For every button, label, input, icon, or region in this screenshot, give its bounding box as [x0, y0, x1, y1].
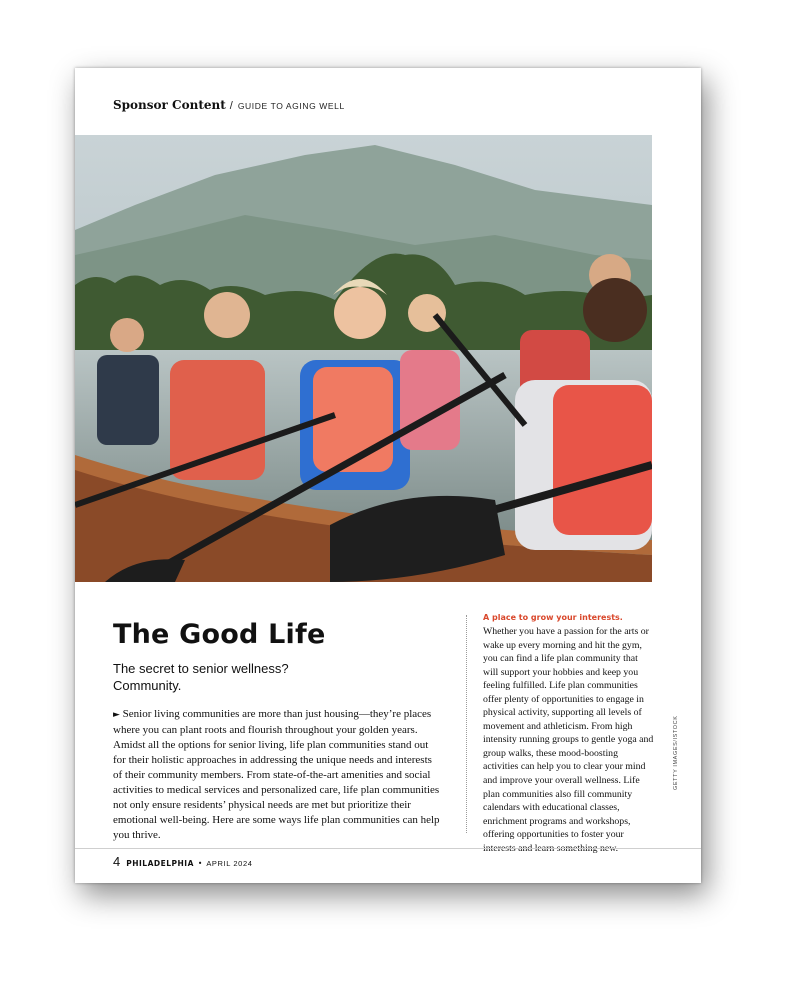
- lead-text: Senior living communities are more than just housing—they’re places where you can plant roots and flourish throughout your golden years. Amidst all the options for senior living, life plan communities stand out for their holistic approaches in addressing the unique needs and interests of their community members. From state-of-the-art amenities and social activities to medical services and personalized care, life plan communities not only ensure residents’ physical needs are met but prioritize their emotional well-being. Here are some ways life plan communities can help you thrive.: [113, 708, 440, 841]
- sidebar-heading: A place to grow your interests.: [483, 613, 623, 622]
- section-label: GUIDE TO AGING WELL: [237, 101, 345, 111]
- article-title: The Good Life: [113, 619, 326, 650]
- page-header: [113, 94, 345, 113]
- hero-photo: [75, 135, 652, 582]
- header-separator: /: [229, 100, 233, 112]
- page-number: 4: [113, 854, 121, 869]
- photo-credit: GETTY IMAGES/ISTOCK: [673, 715, 679, 790]
- sidebar-body: Whether you have a passion for the arts or wake up every morning and hit the gym, you can find a life plan community that will support your hobbies and keep you feeling fulfilled. Life plan communities offer plenty of opportunities to engage in physical activity, supporting all levels of movement and athleticism. From high intensity running groups to gentle yoga and group walks, these mood-boosting activities can help you to clear your mind and improve your overall wellness. Life plan communities also fill community calendars with educational classes, enrichment programs and workshops, offering opportunities to foster your interests and learn something new.: [483, 626, 654, 854]
- footer-rule: [75, 848, 701, 849]
- sponsor-label: Sponsor Content: [113, 98, 226, 112]
- article-subtitle: The secret to senior wellness? Community.: [113, 661, 289, 693]
- lead-paragraph: [113, 707, 443, 843]
- play-arrow-icon: ►: [113, 710, 120, 720]
- footer-bullet: •: [197, 859, 203, 868]
- issue-date: APRIL 2024: [206, 859, 253, 868]
- publication-name: PHILADELPHIA: [126, 859, 194, 868]
- column-divider: [466, 615, 467, 833]
- magazine-page: [75, 68, 701, 883]
- page-footer: [113, 851, 253, 870]
